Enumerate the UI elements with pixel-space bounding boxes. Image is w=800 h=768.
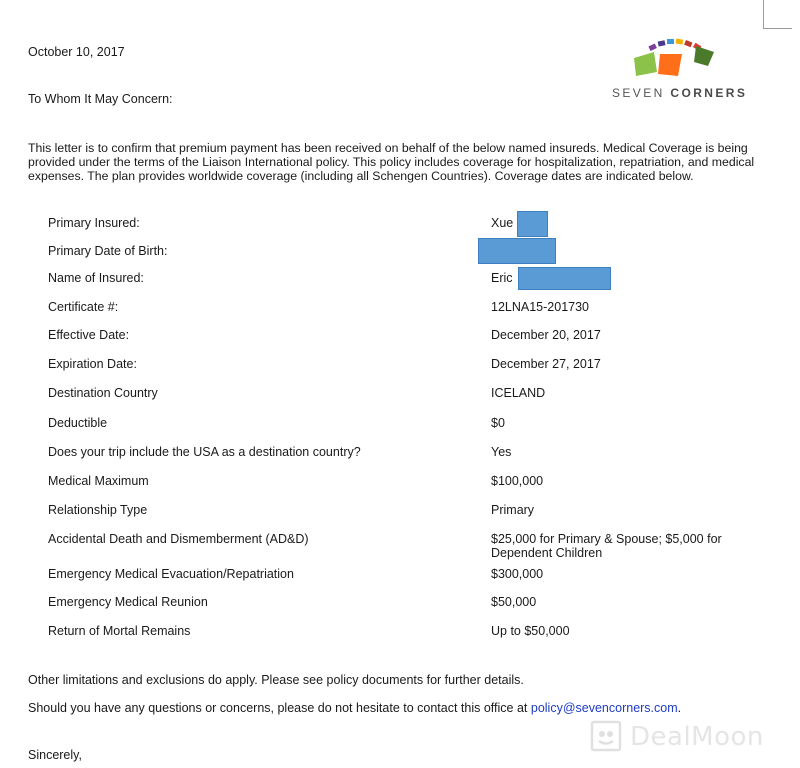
page-corner-fold xyxy=(763,0,792,29)
contact-email-link[interactable]: policy@sevencorners.com xyxy=(530,701,678,715)
detail-value: Yes xyxy=(491,445,512,459)
detail-value: December 20, 2017 xyxy=(491,328,601,342)
limitations-note: Other limitations and exclusions do apply. Please see policy documents for further details. xyxy=(28,673,524,687)
redaction-box xyxy=(517,211,548,237)
redaction-box xyxy=(518,267,611,290)
detail-label: Expiration Date: xyxy=(48,357,137,371)
detail-label: Destination Country xyxy=(48,386,158,400)
detail-label: Deductible xyxy=(48,416,108,430)
detail-value: Up to $50,000 xyxy=(491,624,570,638)
detail-label: Primary Insured: xyxy=(48,216,140,230)
detail-value: $50,000 xyxy=(491,595,537,609)
letter-date: October 10, 2017 xyxy=(28,45,125,59)
letter-signoff: Sincerely, xyxy=(28,748,82,762)
detail-value: $0 xyxy=(491,416,505,430)
detail-label: Name of Insured: xyxy=(48,271,144,285)
dealmoon-logo-icon xyxy=(588,720,624,752)
detail-label: Primary Date of Birth: xyxy=(48,244,168,258)
detail-value: ICELAND xyxy=(491,386,546,400)
contact-end: . xyxy=(677,701,682,715)
contact-note xyxy=(28,701,681,715)
detail-label: Return of Mortal Remains xyxy=(48,624,191,638)
detail-label: Accidental Death and Dismemberment (AD&D) xyxy=(48,532,309,546)
detail-label: Relationship Type xyxy=(48,503,148,517)
detail-value: Eric xyxy=(491,271,513,285)
detail-value: $100,000 xyxy=(491,474,544,488)
detail-label: Emergency Medical Evacuation/Repatriation xyxy=(48,567,294,581)
watermark-text: DealMoon xyxy=(630,722,764,752)
detail-label: Medical Maximum xyxy=(48,474,149,488)
detail-value: $300,000 xyxy=(491,567,544,581)
detail-label: Certificate #: xyxy=(48,300,119,314)
redaction-box xyxy=(478,238,556,264)
detail-value: Xue xyxy=(491,216,514,230)
logo-text-bold: CORNERS xyxy=(670,86,748,100)
detail-value: December 27, 2017 xyxy=(491,357,601,371)
letter-intro-paragraph: This letter is to confirm that premium payment has been received on behalf of the below named insureds. Medical Coverage is being provided under the terms of the Liaison International policy. This policy includes coverage for hospitalization, repatriation, and medical expenses. The plan provides worldwide coverage (including all Schengen Countries). Coverage dates are indicated below. xyxy=(28,141,755,183)
dealmoon-watermark xyxy=(588,718,788,754)
letter-salutation: To Whom It May Concern: xyxy=(28,92,173,106)
detail-label: Emergency Medical Reunion xyxy=(48,595,208,609)
detail-label: Effective Date: xyxy=(48,328,130,342)
detail-value: 12LNA15-201730 xyxy=(491,300,589,314)
logo-wordmark xyxy=(612,86,747,100)
detail-value: Primary xyxy=(491,503,535,517)
detail-label: Does your trip include the USA as a destination country? xyxy=(48,445,361,459)
contact-text: Should you have any questions or concerns, please do not hesitate to contact this office at xyxy=(28,701,531,715)
seven-corners-logo xyxy=(606,36,756,106)
detail-value: $25,000 for Primary & Spouse; $5,000 for Dependent Children xyxy=(491,532,722,560)
logo-text-light: SEVEN xyxy=(612,86,665,100)
seven-corners-logo-icon xyxy=(624,36,734,84)
